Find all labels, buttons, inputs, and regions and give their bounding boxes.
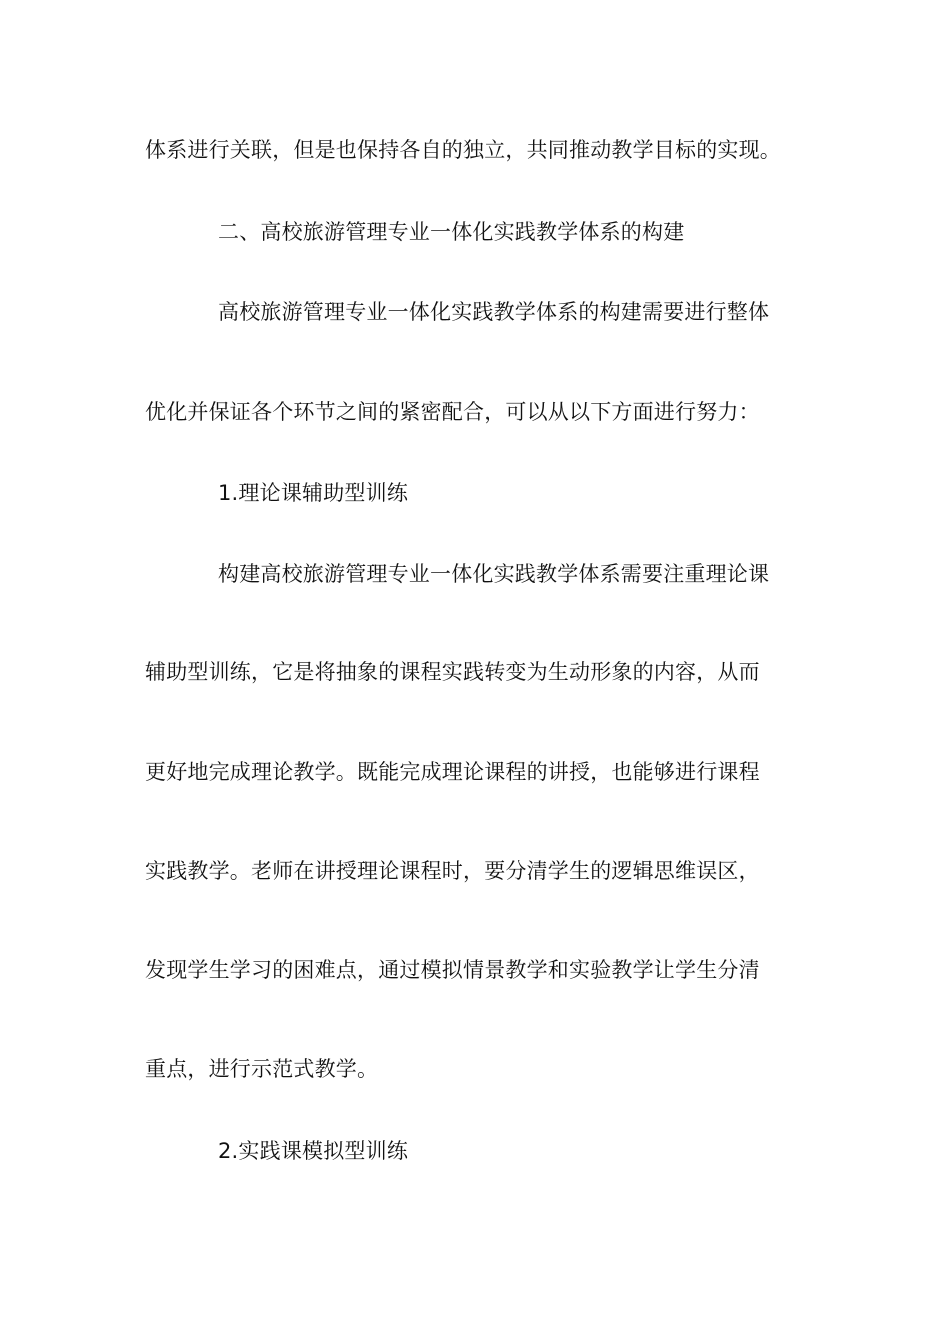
paragraph-line: 更好地完成理论教学。既能完成理论课程的讲授，也能够进行课程 <box>145 760 760 784</box>
paragraph-line: 构建高校旅游管理专业一体化实践教学体系需要注重理论课 <box>218 562 770 586</box>
paragraph-line: 辅助型训练，它是将抽象的课程实践转变为生动形象的内容，从而 <box>145 660 760 684</box>
subsection-heading: 1.理论课辅助型训练 <box>218 481 409 505</box>
paragraph-line: 体系进行关联，但是也保持各自的独立，共同推动教学目标的实现。 <box>145 138 781 162</box>
subsection-heading: 2.实践课模拟型训练 <box>218 1139 409 1163</box>
paragraph-line: 发现学生学习的困难点，通过模拟情景教学和实验教学让学生分清 <box>145 958 760 982</box>
paragraph-line: 优化并保证各个环节之间的紧密配合，可以从以下方面进行努力： <box>145 400 760 424</box>
section-heading: 二、高校旅游管理专业一体化实践教学体系的构建 <box>218 220 685 244</box>
paragraph-line: 实践教学。老师在讲授理论课程时，要分清学生的逻辑思维误区， <box>145 859 760 883</box>
paragraph-line: 重点，进行示范式教学。 <box>145 1057 379 1081</box>
paragraph-line: 高校旅游管理专业一体化实践教学体系的构建需要进行整体 <box>218 300 770 324</box>
